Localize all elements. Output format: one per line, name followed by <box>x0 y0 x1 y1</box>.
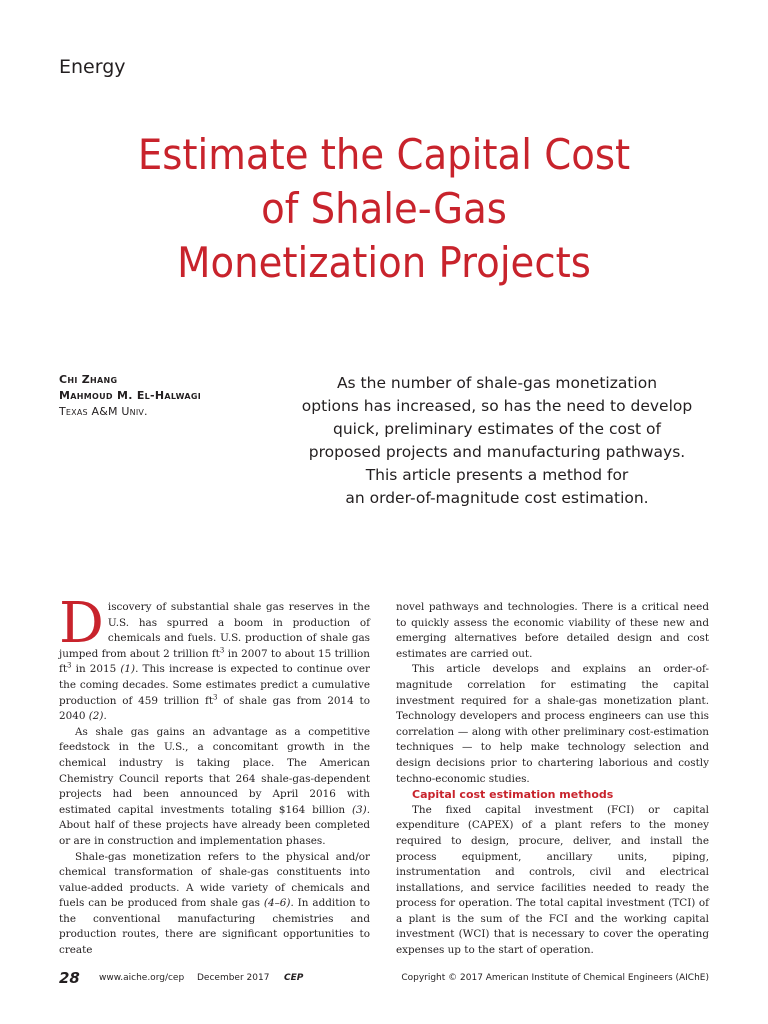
text-run: . About half of these projects have already been completed or are in construction and implementation phases. <box>59 803 370 847</box>
body-paragraph <box>59 725 370 850</box>
citation-ref: (3) <box>351 803 367 816</box>
page-footer <box>59 969 709 988</box>
author-affiliation: Texas A&M Univ. <box>59 405 148 418</box>
text-run: in 2015 <box>71 663 121 676</box>
abstract-line: quick, preliminary estimates of the cost of <box>332 420 661 438</box>
text-run: As shale gas gains an advantage as a competitive feedstock in the U.S., a concomitant growth in the chemical industry is taking place. The American Chemistry Council reports that 264 shale-gas-dependent projects had been announced by April 2016 with estimated capital investments totaling $164 billion <box>59 725 370 816</box>
text-run: of shale gas from 2014 to 2040 <box>59 694 370 723</box>
body-paragraph <box>59 850 370 959</box>
title-line: Monetization Projects <box>177 238 591 287</box>
superscript: 3 <box>213 693 218 702</box>
drop-cap: D <box>59 591 104 656</box>
text-run: Shale-gas monetization refers to the physical and/or chemical transformation of shale-gas constituents into value-added products. A wide variety of chemicals and fuels can be produced from shale gas <box>59 850 370 910</box>
article-title <box>31 128 738 290</box>
superscript: 3 <box>67 661 72 670</box>
section-label: Energy <box>59 56 126 78</box>
page-number: 28 <box>59 969 80 987</box>
author-name: Mahmoud M. El-Halwagi <box>59 389 202 402</box>
author-name: Chi Zhang <box>59 373 118 386</box>
text-run: . This increase is expected to continue over the coming decades. Some estimates predict a cumulative production of 459 trillion ft <box>59 663 370 707</box>
author-block <box>59 372 201 420</box>
body-paragraph: novel pathways and technologies. There is a critical need to quickly assess the economic viability of these new and emerging alternatives before detailed design and cost estimates are carried out. <box>396 601 709 660</box>
citation-ref: (2) <box>88 710 104 723</box>
body-column-right <box>396 600 709 959</box>
abstract-line: options has increased, so has the need to develop <box>301 397 693 415</box>
magazine-name: CEP <box>284 973 304 983</box>
title-line: Estimate the Capital Cost <box>137 130 631 179</box>
footer-url: www.aiche.org/cep <box>99 973 185 983</box>
text-run: . In addition to the conventional manufacturing chemistries and production routes, there are significant opportunities to create <box>59 897 370 957</box>
text-run: in 2007 to about 15 trillion ft <box>59 647 371 676</box>
footer-date: December 2017 <box>197 973 270 983</box>
copyright-notice: Copyright © 2017 American Institute of Chemical Engineers (AIChE) <box>401 973 709 983</box>
abstract-line: proposed projects and manufacturing pathways. <box>308 443 686 461</box>
abstract <box>262 372 732 510</box>
citation-ref: (4–6) <box>263 897 291 910</box>
text-run: iscovery of substantial shale gas reserves in the U.S. has spurred a boom in production of chemicals and fuels. U.S. production of shale gas jumped from about 2 trillion ft <box>59 601 370 660</box>
abstract-line: This article presents a method for <box>365 466 629 484</box>
citation-ref: (1) <box>120 663 136 676</box>
body-paragraph: This article develops and explains an order-of-magnitude correlation for estimating the capital investment required for a shale-gas monetization plant. Technology developers and process engineers can use this correlation — along with other preliminary cost-estimation techniques — to help make technology selection and design decisions prior to chartering laborious and costly techno-economic studies. <box>396 663 709 785</box>
text-run: . <box>103 710 107 723</box>
section-heading: Capital cost estimation methods <box>412 788 614 802</box>
body-paragraph <box>59 591 371 725</box>
abstract-line: an order-of-magnitude cost estimation. <box>345 489 649 507</box>
title-line: of Shale-Gas <box>261 184 507 233</box>
body-paragraph: The fixed capital investment (FCI) or capital expenditure (CAPEX) of a plant refers to the money required to design, procure, deliver, and install the process equipment, ancillary units, piping, instrumentation and controls, civil and electrical installations, and service facilities needed to ready the process for operation. The total capital investment (TCI) of a plant is the sum of the FCI and the working capital investment (WCI) that is necessary to cover the operating expenses up to the start of operation. <box>396 803 709 957</box>
abstract-line: As the number of shale-gas monetization <box>336 374 658 392</box>
superscript: 3 <box>219 646 225 655</box>
body-column-left <box>59 591 371 959</box>
